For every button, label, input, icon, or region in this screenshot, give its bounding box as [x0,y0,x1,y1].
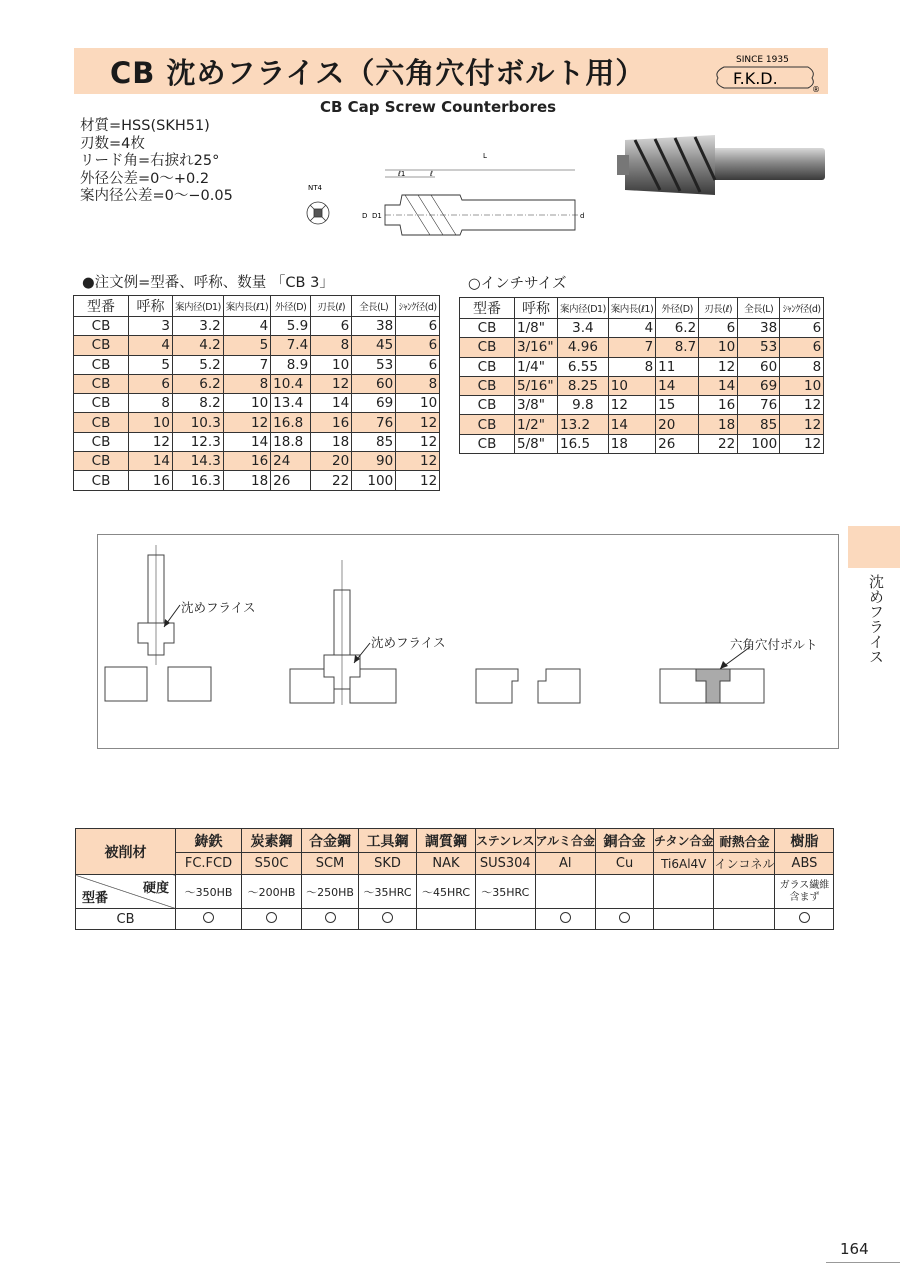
material-name: チタン合金 [654,829,714,853]
col-model: 型番 [74,296,129,317]
table-row: CB 1/8" 3.4 4 6.2 6 38 6 [460,319,824,338]
usage-diagram-drawing [98,535,840,750]
inch-caption: ○インチサイズ [468,276,567,292]
table-header-row [460,298,824,319]
suitability-cell [242,909,302,930]
hardness-value: 〜200HB [242,875,302,909]
hardness-value [535,875,596,909]
table-row: CB 10 10.3 12 16.8 16 76 12 [74,413,440,432]
suitable-circle-icon [266,912,277,923]
material-grade: SCM [302,853,359,875]
hardness-label: 硬度 [142,881,169,896]
metric-caption: ●注文例=型番、呼称、数量 「CB 3」 [82,275,334,291]
table-row: CB 12 12.3 14 18.8 18 85 12 [74,432,440,451]
row-model: CB [76,909,176,930]
table-row: CB 1/2" 13.2 14 20 18 85 12 [460,415,824,434]
material-grade: SUS304 [476,853,536,875]
logo-mark: ® [812,85,820,94]
table-header-row [74,296,440,317]
col-outer-diameter: 外径(D) [271,296,311,317]
page-title: CB 沈めフライス（六角穴付ボルト用） [110,56,646,90]
col-nominal: 呼称 [515,298,558,319]
drawing-nt-label: NT4 [308,184,322,192]
inch-size-table [459,297,824,454]
table-row: CB 5 5.2 7 8.9 10 53 6 [74,355,440,374]
hardness-value: ガラス繊維含まず [775,875,834,909]
table-row: CB 1/4" 6.55 8 11 12 60 8 [460,357,824,376]
hardness-value [596,875,654,909]
suitability-cell [302,909,359,930]
material-name: 調質鋼 [417,829,476,853]
spec-pilot-tolerance: 案内径公差=0〜−0.05 [80,188,233,204]
table-row: CB 3 3.2 4 5.9 6 38 6 [74,317,440,336]
col-pilot-diameter: 案内径(D1) [173,296,224,317]
suitability-cell [417,909,476,930]
fkd-logo [712,52,824,94]
end-view [307,202,329,224]
table-row: CB 4 4.2 5 7.4 8 45 6 [74,336,440,355]
suitable-circle-icon [619,912,630,923]
drawing-D: D [362,212,368,220]
suitability-cell [176,909,242,930]
usage-diagram [97,534,839,749]
model-label: 型番 [82,891,109,906]
hardness-value [714,875,775,909]
drawing-l: ℓ [430,170,433,178]
hardness-value: 〜35HRC [476,875,536,909]
usage-label-step1: 沈めフライス [181,600,256,615]
side-view [385,195,580,235]
product-photo [615,130,830,200]
spec-lead-angle: リード角=右捩れ25° [80,153,220,169]
material-name: 合金鋼 [302,829,359,853]
technical-drawing [290,150,590,250]
hardness-value: 〜250HB [302,875,359,909]
table-row: CB 6 6.2 8 10.4 12 60 8 [74,374,440,393]
drawing-l1: ℓ1 [398,170,406,178]
material-grade: NAK [417,853,476,875]
material-grade: ABS [775,853,834,875]
table-row: CB 5/8" 16.5 18 26 22 100 12 [460,434,824,453]
material-name: 銅合金 [596,829,654,853]
page-subtitle: CB Cap Screw Counterbores [320,98,557,116]
col-pilot-length: 案内長(ℓ1) [608,298,655,319]
suitability-cell [535,909,596,930]
logo-since: SINCE 1935 [736,55,789,65]
table-row: CB 5/16" 8.25 10 14 14 69 10 [460,376,824,395]
col-outer-diameter: 外径(D) [656,298,699,319]
material-name: 鋳鉄 [176,829,242,853]
material-grade: Cu [596,853,654,875]
material-name: 炭素鋼 [242,829,302,853]
metric-size-table [73,295,440,491]
workpiece-label: 被削材 [76,829,176,875]
col-pilot-length: 案内長(ℓ1) [223,296,270,317]
material-name: アルミ合金 [535,829,596,853]
col-flute-length: 刃長(ℓ) [311,296,352,317]
material-compatibility-table [75,828,834,930]
hardness-value: 〜350HB [176,875,242,909]
suitability-cell [596,909,654,930]
table-row: CB 8 8.2 10 13.4 14 69 10 [74,394,440,413]
spec-od-tolerance: 外径公差=0〜+0.2 [80,170,210,187]
col-nominal: 呼称 [129,296,173,317]
hardness-value [654,875,714,909]
spec-list [80,118,233,206]
material-grade: Ti6Al4V [654,853,714,875]
table-row: CB 3/16" 4.96 7 8.7 10 53 6 [460,338,824,357]
hardness-model-cell [76,875,176,909]
col-pilot-diameter: 案内径(D1) [558,298,609,319]
material-grade: Al [535,853,596,875]
material-grade: SKD [359,853,417,875]
table-row: CB 16 16.3 18 26 22 100 12 [74,471,440,490]
page-footer-line [826,1262,900,1272]
drawing-L: L [483,152,487,160]
logo-text: F.K.D. [733,69,778,88]
material-name: ステンレス [476,829,536,853]
page-number: 164 [840,1240,869,1258]
suitable-circle-icon [560,912,571,923]
drawing-D1: D1 [372,212,382,220]
usage-label-step2: 沈めフライス [371,635,446,650]
suitable-circle-icon [799,912,810,923]
suitable-circle-icon [203,912,214,923]
hardness-value: 〜35HRC [359,875,417,909]
suitability-cell [476,909,536,930]
col-shank-diameter: ｼｬﾝｸ径(d) [780,298,824,319]
suitable-circle-icon [382,912,393,923]
drawing-d: d [580,212,585,220]
material-grade: S50C [242,853,302,875]
material-grade: FC.FCD [176,853,242,875]
material-grade: インコネル [714,853,775,875]
suitability-cell [714,909,775,930]
suitability-cell [359,909,417,930]
hardness-value: 〜45HRC [417,875,476,909]
spec-flutes: 刃数=4枚 [80,135,145,152]
col-model: 型番 [460,298,515,319]
side-tab [848,526,900,568]
table-row: CB 3/8" 9.8 12 15 16 76 12 [460,396,824,415]
material-name: 樹脂 [775,829,834,853]
suitability-cell [775,909,834,930]
col-shank-diameter: ｼｬﾝｸ径(d) [396,296,440,317]
spec-material: 材質=HSS(SKH51) [80,118,210,134]
table-row: CB 14 14.3 16 24 20 90 12 [74,452,440,471]
col-flute-length: 刃長(ℓ) [699,298,738,319]
usage-label-bolt: 六角穴付ボルト [730,637,818,652]
suitability-cell [654,909,714,930]
material-name: 工具鋼 [359,829,417,853]
side-tab-label: 沈めフライス [867,574,885,664]
col-overall-length: 全長(L) [352,296,396,317]
col-overall-length: 全長(L) [738,298,780,319]
material-name: 耐熱合金 [714,829,775,853]
suitable-circle-icon [325,912,336,923]
